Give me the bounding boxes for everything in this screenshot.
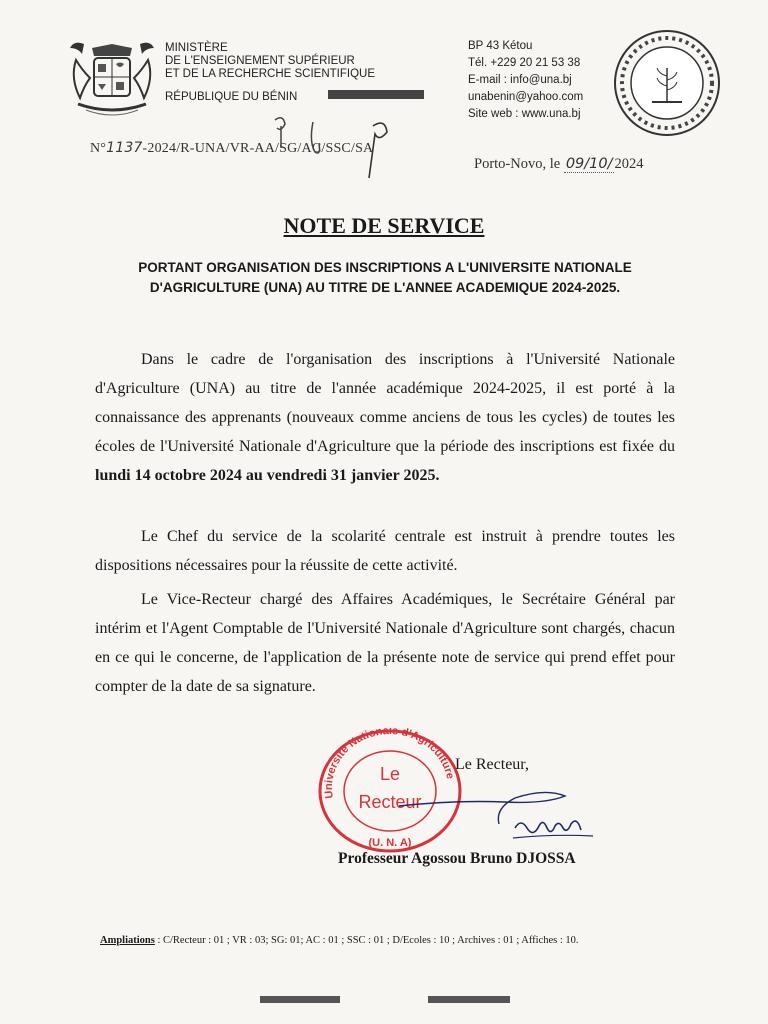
contact-line: Site web : www.una.bj: [468, 108, 581, 120]
flag-bar: [328, 90, 424, 99]
page-title: NOTE DE SERVICE: [283, 213, 485, 238]
date-prefix: Porto-Novo, le: [474, 156, 561, 172]
signer-name: Professeur Agossou Bruno DJOSSA: [338, 850, 576, 867]
footer-bar-right: [428, 996, 510, 1003]
date-year: 2024: [614, 156, 644, 172]
paragraph-3: [95, 585, 675, 701]
republic-label: RÉPUBLIQUE DU BÉNIN: [165, 91, 298, 103]
coat-of-arms-logo: [64, 38, 160, 124]
handwritten-signature: [395, 772, 625, 852]
contact-block: [468, 38, 583, 123]
ref-prefix: N°: [90, 141, 107, 156]
paragraph-1-text: Dans le cadre de l'organisation des inscriptions à l'Université Nationale d'Agriculture (UNA) au titre de l'année académique 2024-2025, il est porté à la connaissance des apprenants (nouveaux comme anciens de tous les cycles) de toutes les écoles de l'Université Nationale d'Agriculture que la période des inscriptions est fixée du: [95, 351, 675, 455]
paragraph-1-dates: lundi 14 octobre 2024 au vendredi 31 janvier 2025.: [95, 467, 440, 484]
footer-bar-left: [260, 996, 340, 1003]
signer-role: Le Recteur,: [455, 756, 529, 773]
ministry-line: MINISTÈRE: [165, 42, 228, 54]
una-logo: [612, 28, 722, 138]
stamp-outer-text: Université Nationale d'Agriculture: [322, 728, 457, 800]
page-subtitle: PORTANT ORGANISATION DES INSCRIPTIONS A L'UNIVERSITE NATIONALE D'AGRICULTURE (UNA) AU TITRE DE L'ANNEE ACADEMIQUE 2024-2025.: [138, 260, 632, 295]
ministry-line: ET DE LA RECHERCHE SCIENTIFIQUE: [165, 68, 376, 80]
stamp-center-bottom: Recteur: [358, 792, 422, 812]
ampliations-label: Ampliations: [100, 935, 155, 946]
contact-line: E-mail : info@una.bj: [468, 74, 572, 86]
date-handwritten: 09/10/: [565, 156, 613, 172]
stamp-center-top: Le: [379, 764, 401, 784]
ref-handwritten-number: 1137: [106, 140, 143, 156]
contact-line: Tél. +229 20 21 53 38: [468, 57, 581, 69]
paragraph-2-text: Le Chef du service de la scolarité centrale est instruit à prendre toutes les dispositions nécessaires pour la réussite de cette activité.: [95, 528, 675, 574]
contact-line: unabenin@yahoo.com: [468, 91, 584, 103]
ref-suffix: -2024/R-UNA/VR-AA/SG/AC/SSC/SA: [142, 141, 374, 156]
paragraph-2: [95, 522, 675, 580]
ampliations: [100, 935, 579, 946]
contact-line: BP 43 Kétou: [468, 40, 533, 52]
paragraph-1: [95, 345, 675, 490]
date-line: [474, 156, 643, 173]
ampliations-text: : C/Recteur : 01 ; VR : 03; SG: 01; AC : 01 ; SSC : 01 ; D/Ecoles : 10 ; Archives : 01 ; Affiches : 10.: [157, 935, 579, 946]
ministry-line: DE L'ENSEIGNEMENT SUPÉRIEUR: [165, 55, 355, 67]
paragraph-3-text: Le Vice-Recteur chargé des Affaires Académiques, le Secrétaire Général par intérim et l'Agent Comptable de l'Université Nationale d'Agriculture sont chargés, chacun en ce qui le concerne, de l'application de la présente note de service qui prend effet pour compter de la date de sa signature.: [95, 591, 675, 695]
stamp-bottom-text: (U. N. A): [368, 837, 412, 849]
initials-marks: [255, 112, 415, 182]
